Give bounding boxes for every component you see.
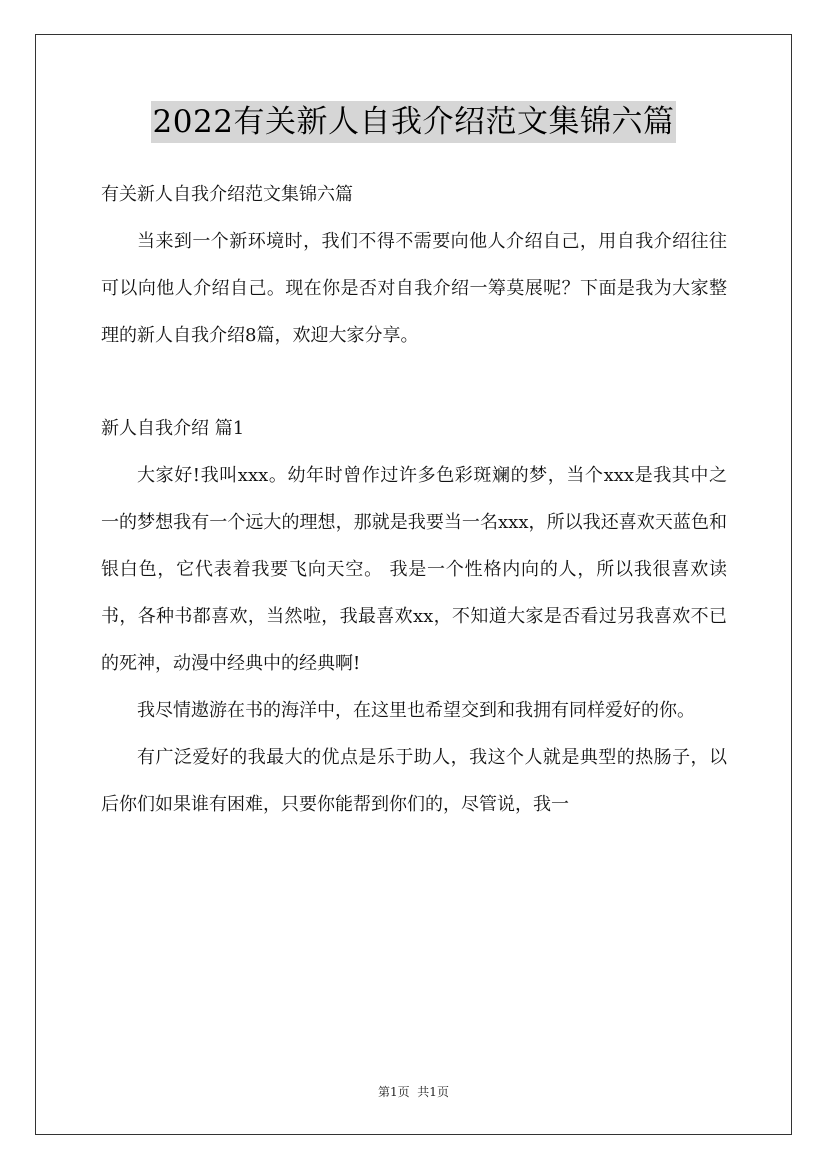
section-heading: 新人自我介绍 篇1: [101, 418, 245, 439]
document-subtitle: 有关新人自我介绍范文集锦六篇: [101, 184, 353, 205]
document-body: [101, 172, 727, 828]
page-footer: 第1页 共1页: [378, 1085, 449, 1099]
intro-paragraph: 当来到一个新环境时，我们不得不需要向他人介绍自己，用自我介绍往往可以向他人介绍自己。现在你是否对自我介绍一筹莫展呢？下面是我为大家整理的新人自我介绍8篇，欢迎大家分享。: [101, 231, 727, 346]
body-paragraph-3: 有广泛爱好的我最大的优点是乐于助人，我这个人就是典型的热肠子，以后你们如果谁有困难，只要你能帮到你们的，尽管说，我一: [101, 747, 727, 815]
title-container: [0, 101, 827, 143]
document-title: 2022有关新人自我介绍范文集锦六篇: [151, 101, 677, 143]
body-paragraph-1: 大家好!我叫xxx。幼年时曾作过许多色彩斑斓的梦，当个xxx是我其中之一的梦想我有一个远大的理想，那就是我要当一名xxx，所以我还喜欢天蓝色和银白色，它代表着我要飞向天空。 我是一个性格内向的人，所以我很喜欢读书，各种书都喜欢，当然啦，我最喜欢xx，不知道大家是否看过另我喜欢不已的死神，动漫中经典中的经典啊!: [101, 465, 727, 674]
body-paragraph-2: 我尽情遨游在书的海洋中，在这里也希望交到和我拥有同样爱好的你。: [137, 700, 695, 721]
